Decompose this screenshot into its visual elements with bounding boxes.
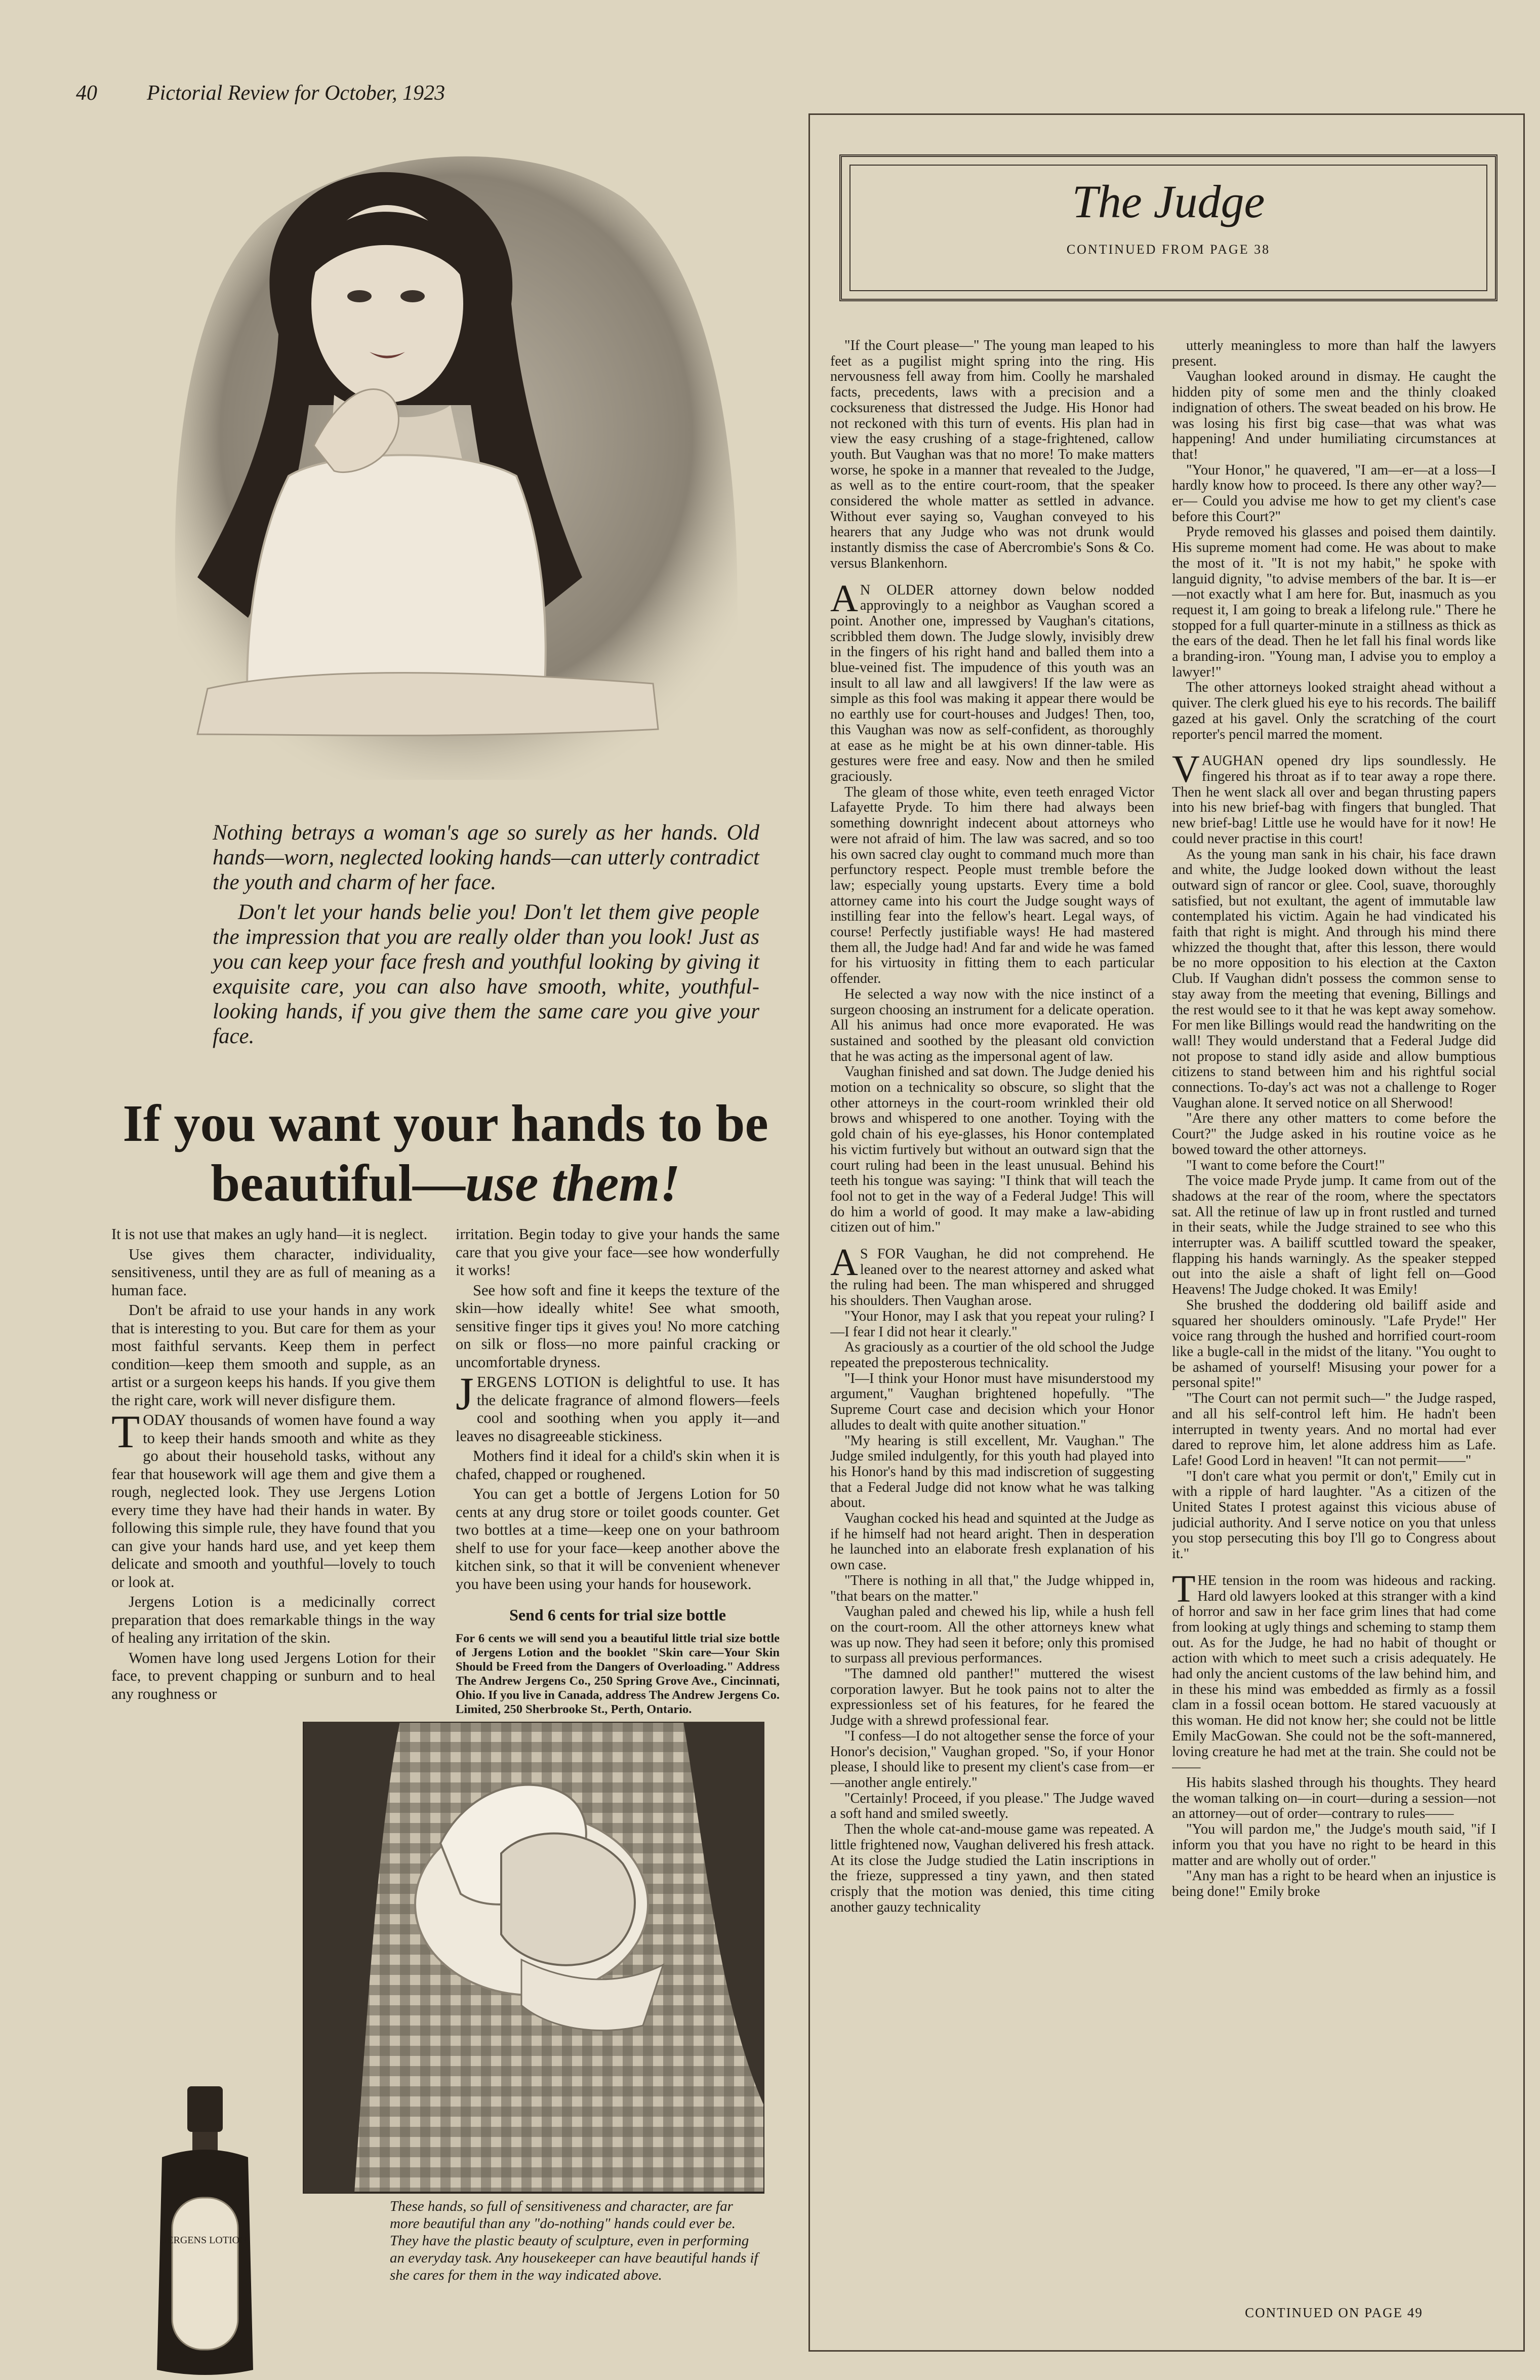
ad-paragraph: Women have long used Jergens Lotion for their face, to prevent chapping or sunburn and to heal any roughness or	[111, 1649, 435, 1702]
ad-paragraph: irritation. Begin today to give your hands the same care that you give your face—see how wonderfully it works!	[456, 1225, 780, 1279]
headline-beautiful: beautiful—	[211, 1154, 465, 1212]
ad-body-column-2	[456, 1225, 780, 1719]
continued-from: CONTINUED FROM PAGE 38	[1066, 242, 1271, 257]
page-number: 40	[76, 82, 97, 105]
story-paragraph: The gleam of those white, even teeth enraged Victor Lafayette Pryde. To him there had always been something downright indecent about attorneys who were not afraid of him. The law was sacred, and so too his own sacred clay ought to command much more than perfunctory respect. People must tremble before the law; especially young upstarts. Every time a bold attorney came into his court the Judge sought ways of instilling fear into the fellow's heart. Legal ways, of course! Perfectly justifiable ways! He had mastered them all, the Judge had! And far and wide he was famed for his virtuosity in fitting them to each particular offender.	[830, 784, 1154, 987]
story-paragraph: "Certainly! Proceed, if you please." The Judge waved a soft hand and smiled sweetly.	[830, 1790, 1154, 1822]
story-paragraph: His habits slashed through his thoughts. They heard the woman talking on—in court—during a session—not an attorney—out of order—contrary to rules——	[1172, 1774, 1496, 1822]
ad-paragraph: See how soft and fine it keeps the texture of the skin—how ideally white! See what smooth, sensitive finger tips it gives you! No more catching on silk or floss—no more painful cracking or uncomfortable dryness.	[456, 1281, 780, 1371]
story-paragraph: "I confess—I do not altogether sense the force of your Honor's decision," Vaughan groped. "So, if your Honor please, I should like to present my client's case from—er—another angle entirely."	[830, 1728, 1154, 1791]
story-paragraph: "I don't care what you permit or don't," Emily cut in with a ripple of hard laughter. "As a citizen of the United States I protest against this vicious abuse of judicial authority. And I serve notice on you that unless you stop persecuting this boy I'll go to Congress about it."	[1172, 1468, 1496, 1562]
ad-paragraph: Mothers find it ideal for a child's skin when it is chafed, chapped or roughened.	[456, 1447, 780, 1483]
story-section-start: AN OLDER attorney down below nodded approvingly to a neighbor as Vaughan scored a point. Another one, impressed by Vaughan's citations, scribbled them down. The Judge slowly, invisibly drew in the fingers of his right hand and balled them into a blue-veined fist. The impudence of this youth was an insult to all law and all lawgivers! If the law were as simple as this fool was making it appear there would be no earthly use for court-houses and Judges! Then, too, this Vaughan was now as self-confident, as thoroughly at ease as he might be at his own dinner-table. His gestures were free and easy. Now and then he smiled graciously.	[830, 577, 1154, 784]
story-column-2	[1172, 338, 1496, 2298]
ad-headline	[96, 1094, 795, 1213]
ad-paragraph: You can get a bottle of Jergens Lotion for 50 cents at any drug store or toilet goods counter. Get two bottles at a time—keep one on your bathroom shelf to use for your face—keep another above the kitchen sink, so that it will be convenient whenever you have been using your hands for housework.	[456, 1485, 780, 1593]
running-title: Pictorial Review for October, 1923	[147, 82, 445, 105]
headline-use-them: use them!	[465, 1154, 680, 1212]
story-paragraph: "Any man has a right to be heard when an injustice is being done!" Emily broke	[1172, 1868, 1496, 1899]
woman-portrait-illustration	[96, 122, 769, 810]
ad-paragraph: Use gives them character, individuality, sensitiveness, until they are as full of meaning as a human face.	[111, 1245, 435, 1299]
story-section-start: VAUGHAN opened dry lips soundlessly. He fingered his throat as if to tear away a rope there. Then he went slack all over and began thrusting papers into his new brief-bag with fingers that bungled. That new brief-bag! Little use he would have for it now! He could never practise in this court!	[1172, 748, 1496, 847]
story-paragraph: "You will pardon me," the Judge's mouth said, "if I inform you that you have no right to be heard in this matter and are wholly out of order."	[1172, 1821, 1496, 1869]
story-paragraph: He selected a way now with the nice instinct of a surgeon choosing an instrument for a delicate operation. All his animus had once more evaporated. He was sustained and soothed by the pleasant old conviction that he was acting as the impersonal agent of law.	[830, 986, 1154, 1064]
story-paragraph: Vaughan finished and sat down. The Judge denied his motion on a technicality so obscure, so slight that the other attorneys in the court-room wrinkled their old brows and whispered to one another. Toying with the gold chain of his eye-glasses, his Honor contemplated his victim furtively but without an outward sign that the court ruling had been in the least unusual. Behind his teeth his tongue was saying: "I think that will teach the fool not to get in the way of a Federal Judge! This will do him a world of good. It may make a law-abiding citizen out of him."	[830, 1064, 1154, 1236]
story-title: The Judge	[1072, 176, 1265, 227]
ad-paragraph: It is not use that makes an ugly hand—it is neglect.	[111, 1225, 428, 1243]
story-paragraph: Vaughan looked around in dismay. He caught the hidden pity of some men and the thinly cloaked indignation of others. The sweat beaded on his brow. He was losing his first big case—that was what was happening! And under humiliating circumstances at that!	[1172, 369, 1496, 462]
headline-line-1: If you want your hands to be	[123, 1094, 768, 1153]
story-column-1	[830, 338, 1154, 2298]
story-paragraph: She brushed the doddering old bailiff aside and squared her shoulders ominously. "Lafe Pryde!" Her voice rang through the hushed and horrified court-room like a bugle-call in the midst of the litany. "You ought to be ashamed of yourself! Misusing your power for a personal spite!"	[1172, 1297, 1496, 1391]
story-section-start: THE tension in the room was hideous and racking. Hard old lawyers looked at this stranger with a kind of horror and saw in her face grim lines that had come from looking at ugly things and scheming to stamp them out. As for the Judge, he had no habit of thought or action with which to meet such a crisis adequately. He had only the ancient customs of the law behind him, and in these his mind was embedded as firmly as a fossil clam in a fossil ocean bottom. He stared vacuously at this woman. He did not know her; she could not be little Emily MacGowan. She could not be the soft-mannered, loving creature he had met at the train. She could not be——	[1172, 1567, 1496, 1775]
story-paragraph: Vaughan cocked his head and squinted at the Judge as if he himself had not heard aright. Then in desperation he launched into an elaborate fresh explanation of his own case.	[830, 1511, 1154, 1573]
jergens-advertisement	[96, 106, 795, 2355]
story-paragraph: "Your Honor, may I ask that you repeat your ruling? I—I fear I did not hear it clearly."	[830, 1308, 1154, 1340]
story-paragraph: Vaughan paled and chewed his lip, while a hush fell on the court-room. All the other attorneys knew what was up now. They had seen it before; only this promised to surpass all previous performances.	[830, 1604, 1154, 1667]
story-paragraph: The voice made Pryde jump. It came from out of the shadows at the rear of the room, where the spectators sat. All the retinue of law up in front rustled and turned in their seats, while the Judge strained to see who this interrupter was. A bailiff scuttled toward the speaker, flapping his hands warningly. As the speaker stepped out into the aisle a shaft of light fell on—Good Heavens! The Judge choked. It was Emily!	[1172, 1173, 1496, 1298]
ad-paragraph: Jergens Lotion is a medicinally correct preparation that does remarkable things in the way of healing any irritation of the skin.	[111, 1593, 435, 1646]
story-paragraph: "There is nothing in all that," the Judge whipped in, "that bears on the matter."	[830, 1572, 1154, 1604]
story-section-start: AS FOR Vaughan, he did not comprehend. He leaned over to the nearest attorney and asked what the ruling had been. The man whispered and shrugged his shoulders. Then Vaughan arose.	[830, 1241, 1154, 1309]
story-paragraph: Then the whole cat-and-mouse game was repeated. A little frightened now, Vaughan delivered his fresh attack. At its close the Judge studied the Latin inscriptions in the frieze, suppressed a tiny yawn, and then stated crisply that the motion was denied, this time citing another gauzy technicality	[830, 1821, 1154, 1915]
offer-heading: Send 6 cents for trial size bottle	[509, 1606, 726, 1624]
ad-body-column-1	[111, 1225, 435, 1705]
story-paragraph: The other attorneys looked straight ahead without a quiver. The clerk glued his eye to his records. The bailiff gazed at his gavel. Only the scratching of the court reporter's pencil marred the moment.	[1172, 680, 1496, 742]
story-paragraph: "I—I think your Honor must have misunderstood my argument," Vaughan brightened hopefully. "The Supreme Court case and decision which your Honor alludes to dealt with quite another situation."	[830, 1370, 1154, 1433]
story-paragraph: utterly meaningless to more than half the lawyers present.	[1172, 338, 1496, 369]
story-paragraph: "Are there any other matters to come before the Court?" the Judge asked in his routine voice as he bowed toward the other attorneys.	[1172, 1110, 1496, 1158]
headline-line-2	[96, 1154, 795, 1213]
ad-tagline	[213, 820, 759, 1054]
story-paragraph: "The Court can not permit such—" the Judge rasped, and all his self-control left him. He hadn't been interrupted in twenty years. And no mortal had ever dared to reprove him, let alone address him as Lafe. Lafe! Good Lord in heaven! "It can not permit——"	[1172, 1391, 1496, 1469]
story-paragraph: "Your Honor," he quavered, "I am—er—at a loss—I hardly know how to proceed. Is there any other way?—er— Could you advise me how to get my client's case before this Court?"	[1172, 462, 1496, 525]
story-paragraph: "If the Court please—" The young man leaped to his feet as a pugilist might spring into the ring. His nervousness fell away from him. Coolly he marshaled facts, precedents, laws with a precision and a cocksureness that distressed the Judge. His Honor had not reckoned with this turn of events. His plan had in view the easy crushing of a stage-frightened, callow youth. But Vaughan was that no more! To make matters worse, he spoke in a manner that revealed to the Judge, as well as to the entire court-room, that the speaker considered the whole matter as settled in advance. Without ever saying so, Vaughan conveyed to his hearers that any Judge who was not drunk would instantly dismiss the case of Abercrombie's Sons & Co. versus Blankenhorn.	[830, 338, 1154, 571]
bottle-label: JERGENS LOTION	[163, 2235, 247, 2246]
offer-text: For 6 cents we will send you a beautiful little trial size bottle of Jergens Lotion and the booklet "Skin care—Your Skin Should be Freed from the Dangers of Overloading." Address The Andrew Jergens Co., 250 Spring Grove Ave., Cincinnati, Ohio. If you live in Canada, address The Andrew Jergens Co. Limited, 250 Sherbrooke St., Perth, Ontario.	[456, 1631, 780, 1716]
jergens-lotion-bottle-illustration	[142, 2081, 268, 2380]
story-paragraph: "The damned old panther!" muttered the wisest corporation lawyer. But he took pains not to alter the expressionless set of his features, for he feared the Judge with a shrewd professional fear.	[830, 1666, 1154, 1729]
ad-paragraph: TODAY thousands of women have found a way to keep their hands smooth and white as they go about their household tasks, without any fear that housework will age them and give them a rough, neglected look. They use Jergens Lotion every time they have had their hands in water. By following this simple rule, they have found that you can give your hands hard use, and yet keep them delicate and smooth and youthful—lovely to touch or look at.	[111, 1406, 435, 1591]
tagline-paragraph: Don't let your hands belie you! Don't let them give people the impression that you are really older than you look! Just as you can keep your face fresh and youthful looking by giving it exquisite care, you can also have smooth, white, youthful-looking hands, if you give them the same care you give your face.	[213, 900, 759, 1048]
continued-on: CONTINUED ON PAGE 49	[1245, 2305, 1423, 2320]
story-paragraph: "My hearing is still excellent, Mr. Vaughan." The Judge smiled indulgently, for this youth had played into his Honor's hand by this mad indiscretion of suggesting that a Federal Judge did not know what he was talking about.	[830, 1433, 1154, 1511]
story-paragraph: As the young man sank in his chair, his face drawn and white, the Judge looked down without the least outward sign of rancor or glee. Cool, suave, thoroughly satisfied, but not exultant, the agent of immutable law contemplated his victim. Again he had vindicated his faith that right is might. And through his mind there whizzed the thought that, after this lesson, there would be no more opposition to his election at the Caxton Club. If Vaughan didn't possess the common sense to stay away from the meeting that evening, Billings and the rest would see to it that he was kept away somehow. For men like Billings would read the handwriting on the wall! They would understand that a Federal Judge did not propose to stand idly aside and allow bumptious citizens to stand between him and his rightful social connections. To-day's act was not a challenge to Roger Vaughan alone. It served notice on all Sherwood!	[1172, 846, 1496, 1111]
tagline-paragraph: Nothing betrays a woman's age so surely as her hands. Old hands—worn, neglected looking hands—can utterly contradict the youth and charm of her face.	[213, 821, 759, 894]
illustration-caption: These hands, so full of sensitiveness and character, are far more beautiful than any "do-nothing" hands could ever be. They have the plastic beauty of sculpture, even in performing an everyday task. Any housekeeper can have beautiful hands if she cares for them in the way indicated above.	[390, 2198, 758, 2283]
ad-paragraph: JERGENS LOTION is delightful to use. It has the delicate fragrance of almond flowers—feels cool and soothing when you apply it—and leaves no disagreeable stickiness.	[456, 1368, 780, 1445]
story-paragraph: "I want to come before the Court!"	[1186, 1157, 1385, 1173]
story-paragraph: As graciously as a courtier of the old school the Judge repeated the preposterous technicality.	[830, 1339, 1154, 1371]
story-paragraph: Pryde removed his glasses and poised them daintily. His supreme moment had come. He was about to make the most of it. "It is not my habit," he spoke with languid dignity, "to advise members of the bar. It is—er—not exactly what I am here for. But, inasmuch as you request it, I am going to break a lifelong rule." There he stopped for a full quarter-minute in a stillness as thick as the ears of the dead. Then he let fall his final words like a branding-iron. "Young man, I advise you to employ a lawyer!"	[1172, 524, 1496, 680]
ad-paragraph: Don't be afraid to use your hands in any work that is interesting to you. But care for them as your most faithful servants. Keep them in perfect condition—keep them smooth and supple, as an artist or a surgeon keeps his hands. If you give them the right care, work will never disfigure them.	[111, 1301, 435, 1409]
